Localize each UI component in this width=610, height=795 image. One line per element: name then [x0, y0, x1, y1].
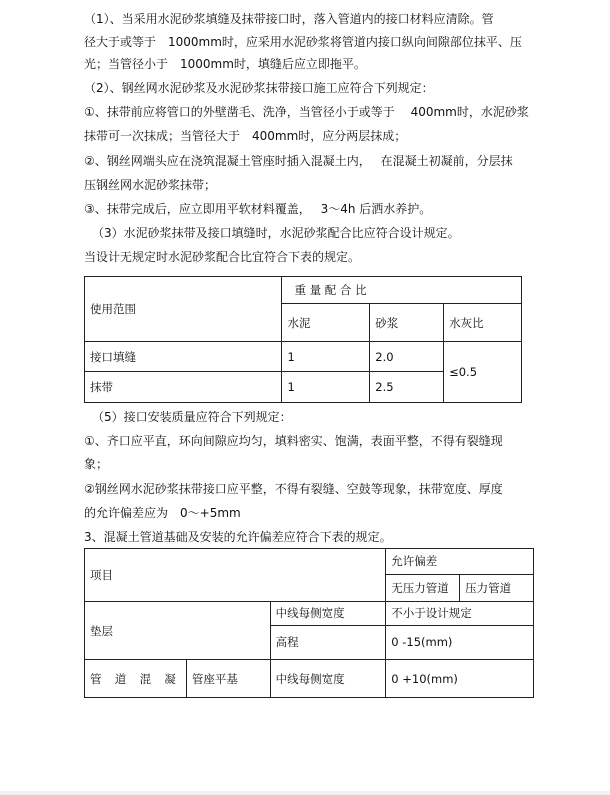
- paragraph-1-line-2: 径大于或等于 1000mm时，应采用水泥砂浆将管道内接口纵向间隙部位抹平、压: [84, 35, 522, 49]
- row-joint-filling-name: 接口填缝: [85, 342, 282, 372]
- paragraph-5-item-1-line-1: ①、齐口应平直，环向间隙应均匀，填料密实、饱满，表面平整，不得有裂缝现: [84, 434, 503, 448]
- section-3-heading: 3、混凝土管道基础及安装的允许偏差应符合下表的规定。: [84, 530, 392, 544]
- paragraph-1-line-3: 光；当管径小于 1000mm时，填缝后应立即拖平。: [84, 57, 366, 71]
- header-item: 项目: [85, 549, 386, 602]
- row-joint-filling-sand: 2.0: [370, 342, 444, 372]
- paragraph-5-item-2-line-1: ②钢丝网水泥砂浆抹带接口应平整，不得有裂缝、空鼓等现象，抹带宽度、厚度: [84, 482, 503, 496]
- paragraph-2-item-1-line-2: 抹带可一次抹成；当管径大于 400mm时，应分两层抹成；: [84, 129, 407, 143]
- pipe-concrete-char-1: 管: [90, 671, 102, 686]
- cushion-centerline-value: 不小于设计规定: [386, 601, 534, 625]
- paragraph-1-line-1: （1）、当采用水泥砂浆填缝及抹带接口时，落入管道内的接口材料应清除。管: [84, 12, 494, 26]
- tolerance-table: [84, 548, 534, 698]
- paragraph-3-note: 当设计无规定时水泥砂浆配合比宜符合下表的规定。: [84, 250, 361, 264]
- header-non-pressure-pipe: 无压力管道: [386, 574, 460, 601]
- paragraph-5-heading: （5）接口安装质量应符合下列规定：: [92, 410, 292, 424]
- paragraph-2-item-3: ③、抹带完成后，应立即用平软材料覆盖， 3～4h 后洒水养护。: [84, 202, 432, 216]
- paragraph-5-item-1-line-2: 象；: [84, 457, 109, 471]
- cushion-elevation-value: 0 -15(mm): [386, 625, 534, 660]
- header-sand: 砂浆: [370, 304, 444, 342]
- row-joint-filling-cement: 1: [282, 342, 370, 372]
- header-cement: 水泥: [282, 304, 370, 342]
- paragraph-2-item-2-line-1: ②、钢丝网端头应在浇筑混凝土管座时插入混凝土内， 在混凝土初凝前，分层抹: [84, 154, 513, 168]
- pipe-seat-base-label: 管座平基: [186, 660, 270, 698]
- page-bottom-edge: [0, 791, 610, 795]
- pipe-concrete-char-4: 凝: [164, 671, 176, 686]
- header-pressure-pipe: 压力管道: [460, 574, 534, 601]
- header-water-cement: 水灰比: [444, 304, 522, 342]
- pipe-concrete-char-3: 混: [139, 671, 152, 686]
- mortar-ratio-table: [84, 276, 522, 403]
- cushion-centerline-width: 中线每侧宽度: [270, 601, 386, 625]
- paragraph-2-item-2-line-2: 压钢丝网水泥砂浆抹带；: [84, 178, 217, 192]
- cushion-elevation: 高程: [270, 625, 386, 660]
- pipe-concrete-label: [85, 660, 187, 698]
- header-allowed-deviation: 允许偏差: [386, 549, 534, 575]
- paragraph-5-item-2-line-2: 的允许偏差应为 0～+5mm: [84, 506, 241, 520]
- header-weight-ratio: 重 量 配 合 比: [282, 277, 522, 304]
- pipe-concrete-char-2: 道: [114, 671, 127, 686]
- row-band-name: 抹带: [85, 372, 282, 403]
- paragraph-3: （3）水泥砂浆抹带及接口填缝时，水泥砂浆配合比应符合设计规定。: [92, 226, 460, 240]
- pipe-seat-centerline-value: 0 +10(mm): [386, 660, 534, 698]
- water-cement-value: ≤0.5: [444, 342, 522, 403]
- pipe-seat-centerline-width: 中线每侧宽度: [270, 660, 386, 698]
- row-band-cement: 1: [282, 372, 370, 403]
- cushion-label: 垫层: [85, 601, 271, 659]
- paragraph-2-heading: （2）、钢丝网水泥砂浆及水泥砂浆抹带接口施工应符合下列规定：: [84, 81, 434, 95]
- row-band-sand: 2.5: [370, 372, 444, 403]
- paragraph-2-item-1-line-1: ①、抹带前应将管口的外壁凿毛、洗净，当管径小于或等于 400mm时，水泥砂浆: [84, 105, 529, 119]
- header-usage-range: 使用范围: [85, 277, 282, 342]
